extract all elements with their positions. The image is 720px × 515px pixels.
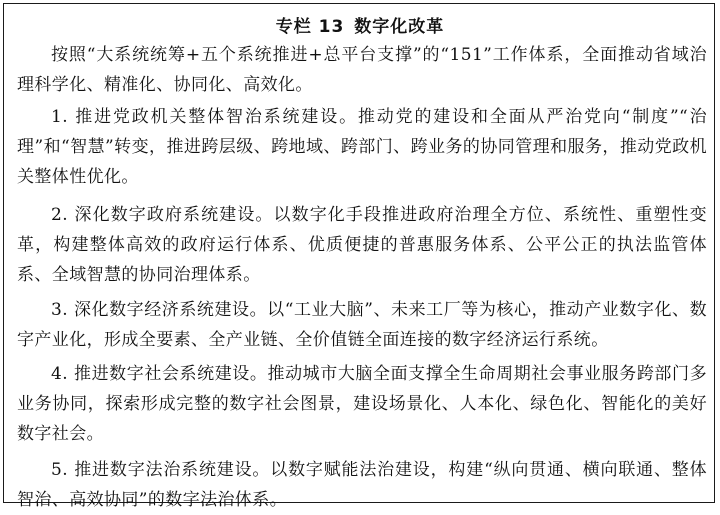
item-paragraph-3: 3. 深化数字经济系统建设。以“工业大脑”、未来工厂等为核心，推动产业数字化、数字产业化，形成全要素、全产业链、全价值链全面连接的数字经济运行系统。 bbox=[17, 300, 707, 350]
title-text: 数字化改革 bbox=[354, 17, 445, 37]
item-paragraph-4: 4. 推进数字社会系统建设。推动城市大脑全面支撑全生命周期社会事业服务跨部门多业务协同，探索形成完整的数字社会图景，建设场景化、人本化、绿色化、智能化的美好数字社会。 bbox=[17, 364, 707, 444]
box-title bbox=[4, 12, 716, 37]
item-paragraph-1: 1. 推进党政机关整体智治系统建设。推动党的建设和全面从严治党向“制度”“治理”和“智慧”转变，推进跨层级、跨地域、跨部门、跨业务的协同管理和服务，推动党政机关整体性优化。 bbox=[17, 107, 707, 187]
item-paragraph-2: 2. 深化数字政府系统建设。以数字化手段推进政府治理全方位、系统性、重塑性变革，构建整体高效的政府运行体系、优质便捷的普惠服务体系、公平公正的执法监管体系、全域智慧的协同治理体系。 bbox=[17, 205, 707, 285]
document-frame bbox=[3, 3, 715, 510]
title-label: 专栏 13 bbox=[275, 17, 345, 37]
item-paragraph-5: 5. 推进数字法治系统建设。以数字赋能法治建设，构建“纵向贯通、横向联通、整体智治、高效协同”的数字法治体系。 bbox=[17, 460, 707, 510]
intro-paragraph: 按照“大系统统筹+五个系统推进+总平台支撑”的“151”工作体系，全面推动省域治理科学化、精准化、协同化、高效化。 bbox=[17, 45, 707, 95]
